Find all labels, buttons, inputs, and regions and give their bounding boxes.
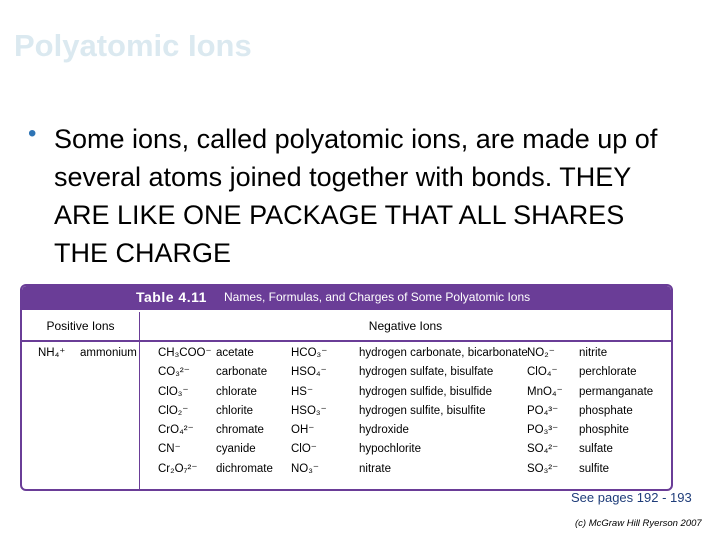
ion-name: ammonium bbox=[80, 347, 137, 359]
table-caption-bar bbox=[22, 286, 671, 310]
ion-name: hydrogen sulfide, bisulfide bbox=[359, 385, 492, 398]
ion-name: phosphate bbox=[579, 404, 633, 417]
ion-name: chlorate bbox=[216, 385, 257, 398]
ion-formula: MnO₄⁻ bbox=[527, 385, 563, 398]
ion-name: carbonate bbox=[216, 366, 268, 379]
ion-formula: ClO₂⁻ bbox=[158, 404, 189, 417]
ion-row bbox=[158, 421, 273, 440]
ion-name: chlorite bbox=[216, 404, 254, 417]
header-divider bbox=[22, 340, 671, 342]
ion-formula: NO₃⁻ bbox=[291, 462, 320, 475]
ion-row bbox=[291, 363, 528, 382]
ion-row bbox=[158, 440, 273, 459]
ion-name: acetate bbox=[216, 347, 254, 359]
ion-name: perchlorate bbox=[579, 366, 637, 379]
ion-formula: HSO₃⁻ bbox=[291, 404, 327, 417]
ion-name: sulfate bbox=[579, 443, 613, 456]
ion-name: dichromate bbox=[216, 462, 273, 475]
ion-name: permanganate bbox=[579, 385, 654, 398]
ion-row bbox=[291, 402, 528, 421]
page-reference: See pages 192 - 193 bbox=[571, 490, 692, 505]
ion-row bbox=[291, 344, 528, 363]
ion-name: cyanide bbox=[216, 443, 256, 456]
ion-formula: PO₄³⁻ bbox=[527, 404, 559, 417]
ion-name: hydrogen sulfate, bisulfate bbox=[359, 366, 494, 379]
ion-row bbox=[527, 440, 653, 459]
table-number: Table 4.11 bbox=[136, 289, 207, 305]
ion-formula: NH₄⁺ bbox=[38, 347, 66, 359]
positive-ions-column bbox=[38, 344, 137, 363]
ion-formula: HSO₄⁻ bbox=[291, 366, 327, 379]
negative-ions-column-2 bbox=[291, 344, 528, 479]
slide-title: Polyatomic Ions bbox=[14, 28, 252, 63]
ion-row bbox=[527, 402, 653, 421]
ion-row bbox=[38, 344, 137, 363]
copyright-note: (c) McGraw Hill Ryerson 2007 bbox=[575, 518, 702, 529]
header-positive-ions: Positive Ions bbox=[46, 319, 115, 333]
ion-name: hydroxide bbox=[359, 424, 409, 437]
ion-row bbox=[158, 363, 273, 382]
ion-formula: Cr₂O₇²⁻ bbox=[158, 462, 198, 475]
ion-formula: ClO₃⁻ bbox=[158, 385, 189, 398]
ion-row bbox=[291, 440, 528, 459]
ion-formula: HS⁻ bbox=[291, 385, 314, 398]
ion-name: nitrate bbox=[359, 462, 391, 475]
negative-ions-column-1 bbox=[158, 344, 273, 479]
ion-name: hydrogen sulfite, bisulfite bbox=[359, 404, 486, 417]
ion-name: nitrite bbox=[579, 347, 608, 359]
ion-row bbox=[158, 460, 273, 479]
ion-formula: SO₄²⁻ bbox=[527, 443, 559, 456]
bullet-text: Some ions, called polyatomic ions, are made up of several atoms joined together with bonds. THEY ARE LIKE ONE PACKAGE THAT ALL SHARES THE CHARGE bbox=[54, 124, 658, 268]
ion-row bbox=[527, 383, 653, 402]
ion-formula: CN⁻ bbox=[158, 443, 181, 456]
header-negative-ions: Negative Ions bbox=[368, 319, 443, 333]
ion-row bbox=[527, 421, 653, 440]
ion-row bbox=[291, 421, 528, 440]
ion-formula: CH₃COO⁻ bbox=[158, 347, 212, 359]
column-divider bbox=[139, 312, 140, 489]
ion-formula: NO₂⁻ bbox=[527, 347, 555, 359]
ion-formula: CO₃²⁻ bbox=[158, 366, 190, 379]
ion-row bbox=[527, 460, 653, 479]
ion-formula: ClO⁻ bbox=[291, 443, 317, 456]
ion-row bbox=[291, 460, 528, 479]
ion-row bbox=[158, 383, 273, 402]
ion-name: hydrogen carbonate, bicarbonate bbox=[359, 347, 528, 359]
ion-row bbox=[158, 402, 273, 421]
bullet-marker: • bbox=[28, 120, 37, 147]
ion-row bbox=[291, 383, 528, 402]
ion-name: hypochlorite bbox=[359, 443, 422, 456]
ion-formula: OH⁻ bbox=[291, 424, 315, 437]
ion-name: sulfite bbox=[579, 462, 610, 475]
ion-row bbox=[158, 344, 273, 363]
ion-formula: CrO₄²⁻ bbox=[158, 424, 194, 437]
ion-row bbox=[527, 344, 653, 363]
ion-row bbox=[527, 363, 653, 382]
ion-formula: HCO₃⁻ bbox=[291, 347, 328, 359]
ion-formula: SO₃²⁻ bbox=[527, 462, 559, 475]
polyatomic-ions-table bbox=[20, 284, 673, 491]
ion-formula: PO₃³⁻ bbox=[527, 424, 559, 437]
ion-name: chromate bbox=[216, 424, 264, 437]
ion-formula: ClO₄⁻ bbox=[527, 366, 558, 379]
table-caption: Names, Formulas, and Charges of Some Polyatomic Ions bbox=[224, 290, 531, 304]
negative-ions-column-3 bbox=[527, 344, 653, 479]
ion-name: phosphite bbox=[579, 424, 629, 437]
